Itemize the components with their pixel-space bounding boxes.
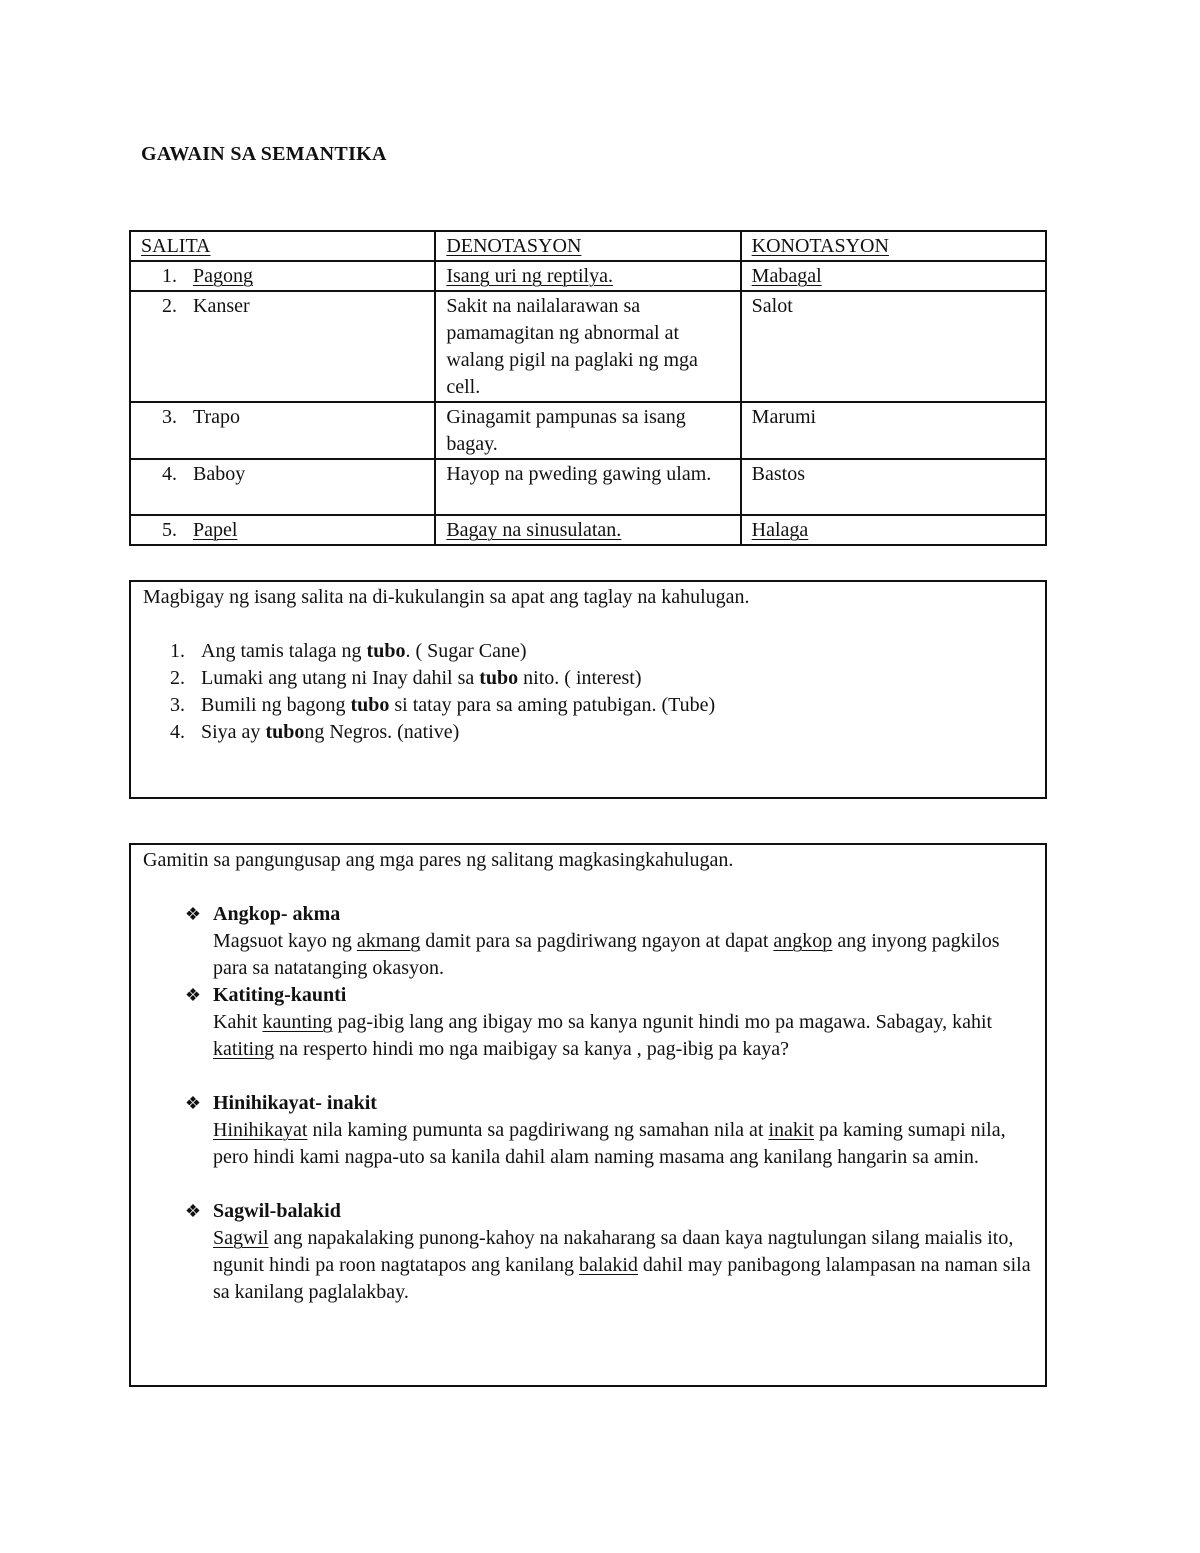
- pair-heading: Angkop- akma: [213, 903, 341, 925]
- denotation-cell: Sakit na nailalarawan sa pamamagitan ng abnormal at walang pigil na paglaki ng mga cell.: [435, 291, 740, 402]
- denotation-cell: Hayop na pweding gawing ulam.: [435, 459, 740, 515]
- connotation-cell: Halaga: [741, 515, 1046, 545]
- word-cell: 1. Pagong: [130, 261, 435, 291]
- box1-instruction: Magbigay ng isang salita na di-kukulangin sa apat ang taglay na kahulugan.: [143, 586, 750, 608]
- list-item: 3. Bumili ng bagong tubo si tatay para sa aming patubigan. (Tube): [170, 694, 716, 716]
- denotation-cell: Isang uri ng reptilya.: [435, 261, 740, 291]
- list-item: ❖ Hinihikayat- inakit Hinihikayat nila kaming pumunta sa pagdiriwang ng samahan nila at inakit pa kaming sumapi nila, pero hindi kami nagpa-uto sa kanila dahil alam naming masama ang kanilang hangarin sa amin.: [143, 1090, 1035, 1171]
- connotation-cell: Mabagal: [741, 261, 1046, 291]
- word-cell: 4. Baboy: [130, 459, 435, 515]
- diamond-bullet-icon: ❖: [184, 904, 201, 924]
- table-header-row: [130, 231, 1046, 261]
- table-row: [130, 261, 1046, 291]
- page-title: GAWAIN SA SEMANTIKA: [141, 143, 387, 165]
- connotation-cell: Salot: [741, 291, 1046, 402]
- table-row: [130, 515, 1046, 545]
- table-row: [130, 402, 1046, 459]
- box2-instruction: Gamitin sa pangungusap ang mga pares ng salitang magkasingkahulugan.: [143, 849, 734, 871]
- header-salita: SALITA: [130, 231, 435, 261]
- list-item: ❖ Angkop- akma Magsuot kayo ng akmang damit para sa pagdiriwang ngayon at dapat angkop ang inyong pagkilos para sa natatanging okasyon.: [143, 901, 1035, 982]
- diamond-bullet-icon: ❖: [184, 985, 201, 1005]
- list-item: ❖ Sagwil-balakid Sagwil ang napakalaking punong-kahoy na nakaharang sa daan kaya nagtulungan silang maialis ito, ngunit hindi pa roon nagtatapos ang kanilang balakid dahil may panibagong lalampasan na naman sila sa kanilang paglalakbay.: [143, 1198, 1035, 1306]
- semantics-table: [129, 230, 1047, 546]
- list-item: ❖ Katiting-kaunti Kahit kaunting pag-ibig lang ang ibigay mo sa kanya ngunit hindi mo pa magawa. Sabagay, kahit katiting na resperto hindi mo nga maibigay sa kanya , pag-ibig pa kaya?: [143, 982, 1035, 1063]
- diamond-bullet-icon: ❖: [184, 1093, 201, 1113]
- pair-heading: Katiting-kaunti: [213, 984, 347, 1006]
- header-konotasyon: KONOTASYON: [741, 231, 1046, 261]
- pair-heading: Sagwil-balakid: [213, 1200, 341, 1222]
- word-cell: 3. Trapo: [130, 402, 435, 459]
- table-row: [130, 291, 1046, 402]
- pair-heading: Hinihikayat- inakit: [213, 1092, 377, 1114]
- list-item: 4. Siya ay tubong Negros. (native): [170, 721, 460, 743]
- list-item: 2. Lumaki ang utang ni Inay dahil sa tubo nito. ( interest): [170, 667, 642, 689]
- connotation-cell: Marumi: [741, 402, 1046, 459]
- multiple-meanings-box: [129, 580, 1047, 799]
- word-cell: 5. Papel: [130, 515, 435, 545]
- denotation-cell: Ginagamit pampunas sa isang bagay.: [435, 402, 740, 459]
- table-row: [130, 459, 1046, 515]
- header-denotasyon: DENOTASYON: [435, 231, 740, 261]
- connotation-cell: Bastos: [741, 459, 1046, 515]
- diamond-bullet-icon: ❖: [184, 1201, 201, 1221]
- denotation-cell: Bagay na sinusulatan.: [435, 515, 740, 545]
- meanings-list: [143, 638, 1035, 746]
- synonym-sentences-box: [129, 843, 1047, 1387]
- list-item: 1. Ang tamis talaga ng tubo. ( Sugar Cane): [170, 640, 527, 662]
- word-cell: 2. Kanser: [130, 291, 435, 402]
